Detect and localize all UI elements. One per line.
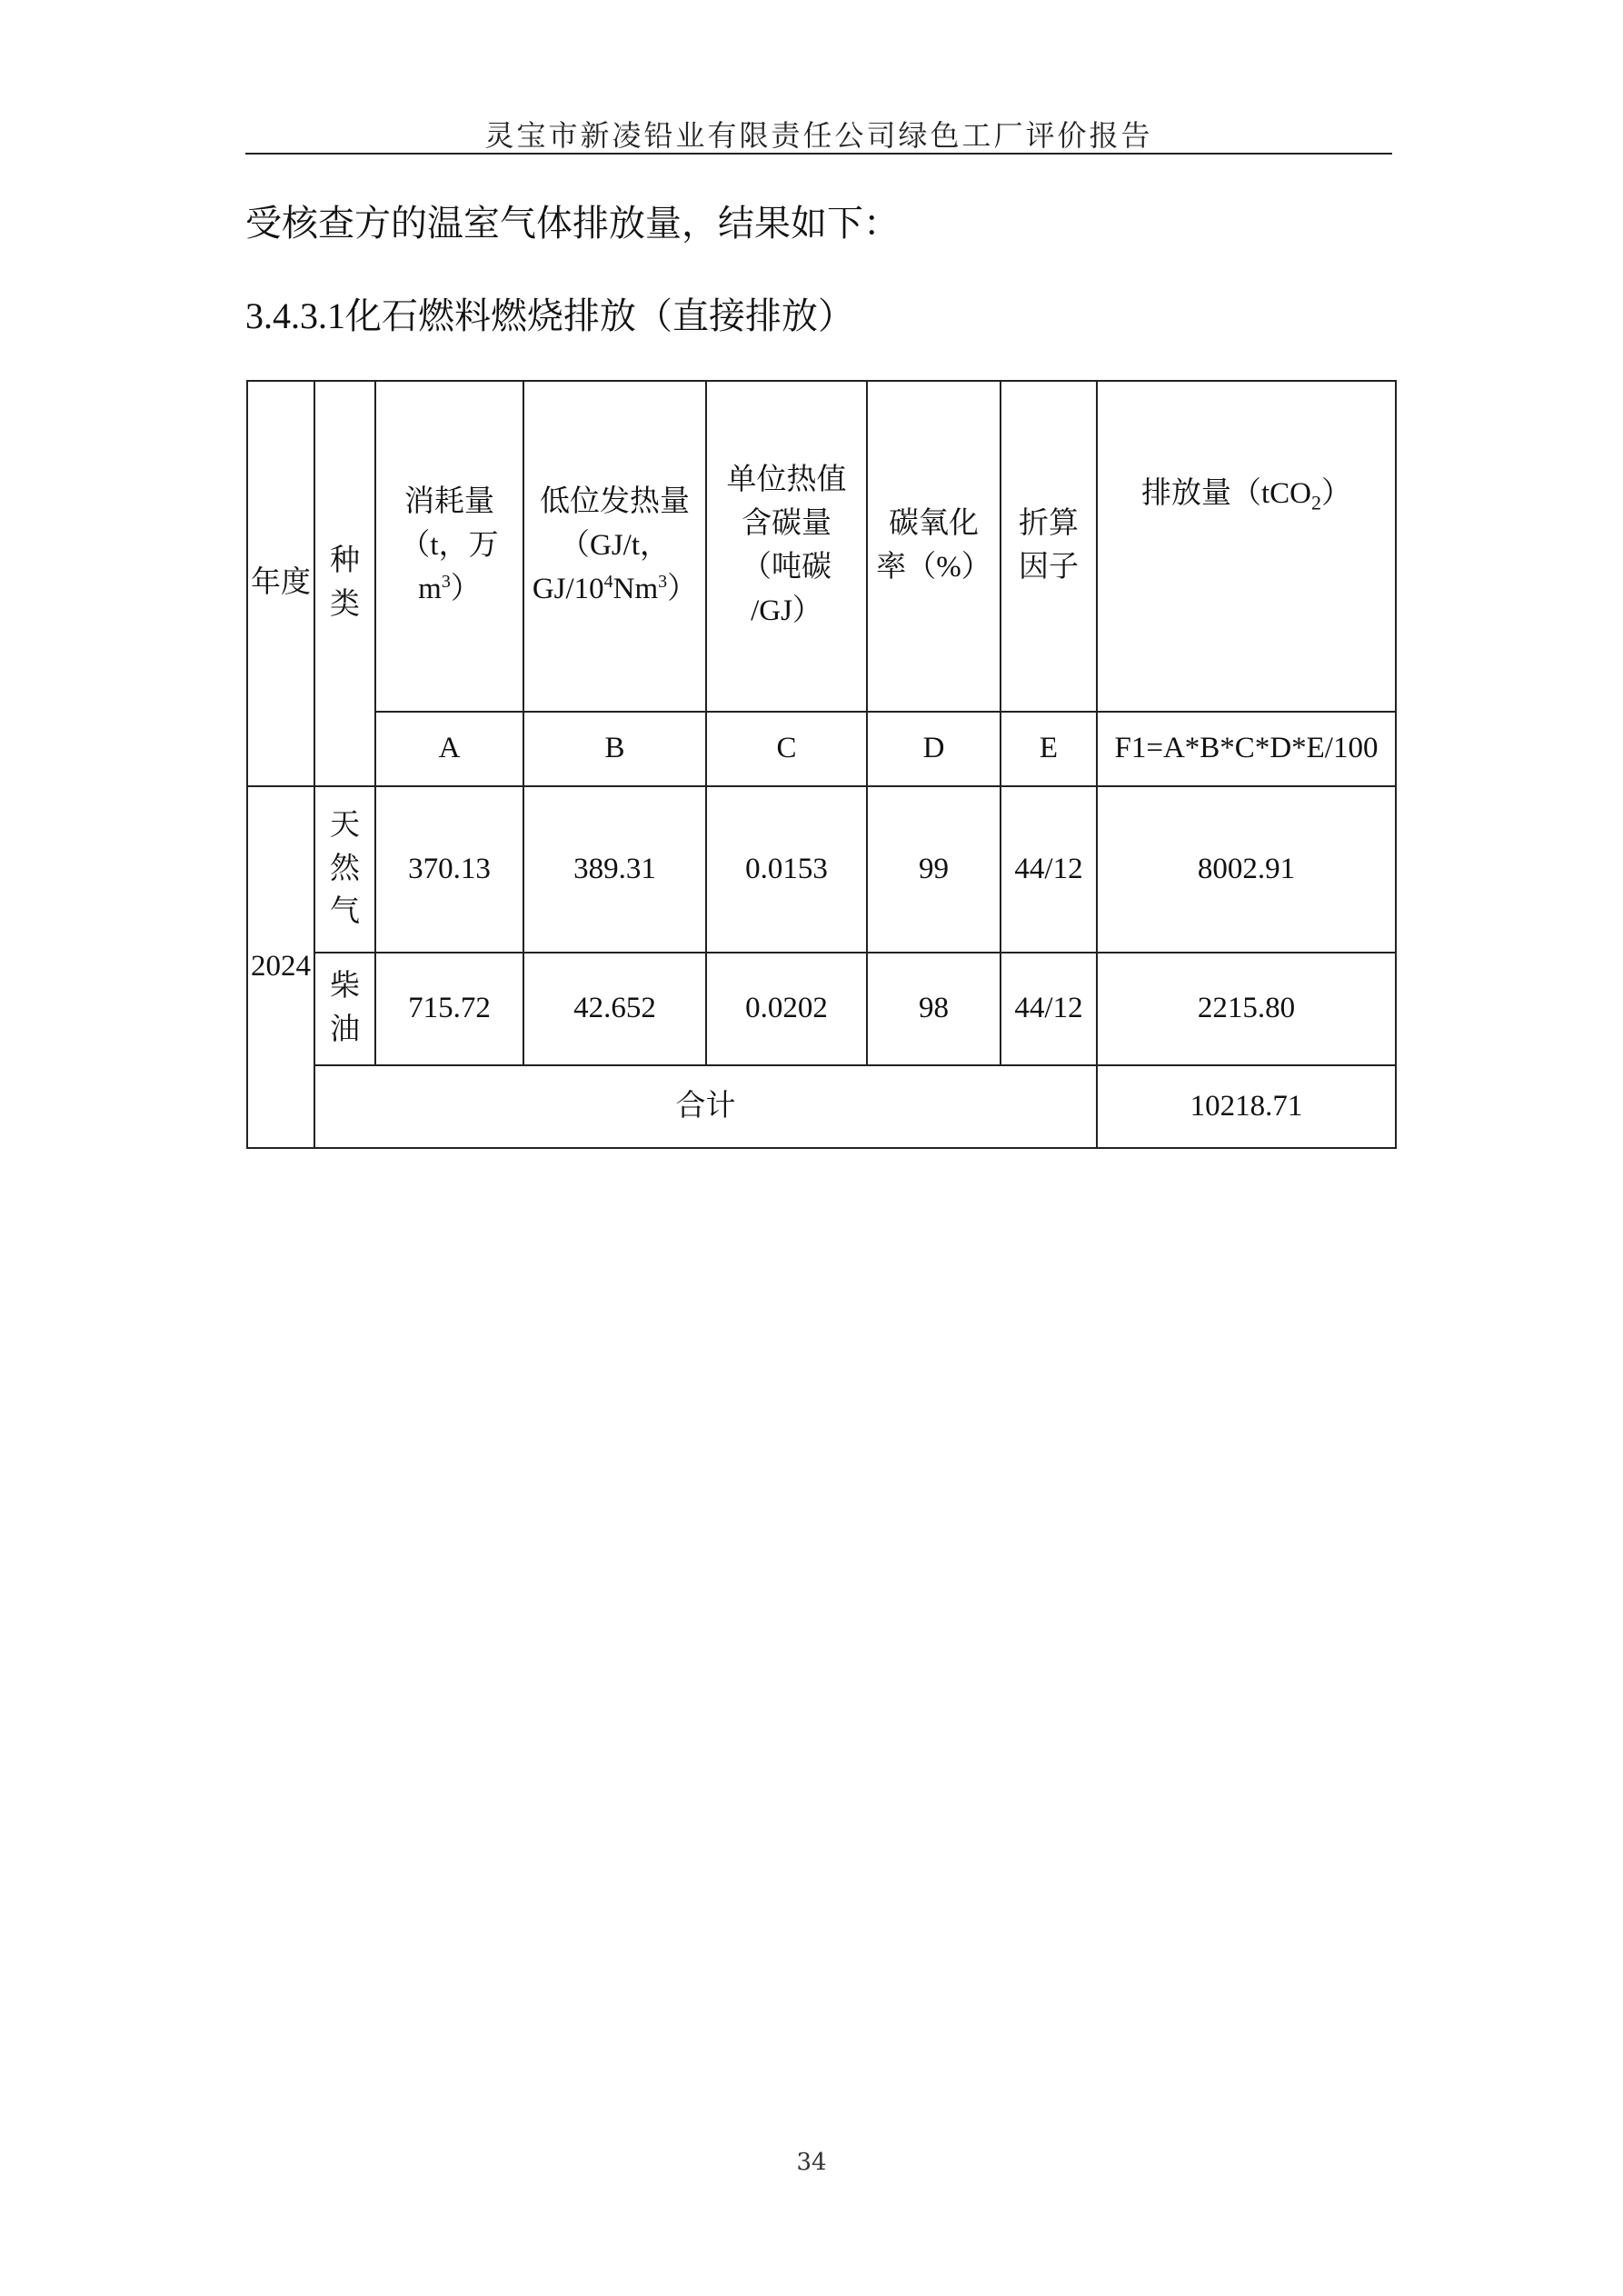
emission-cell: 2215.80: [1097, 953, 1396, 1065]
header-emission-label: 排放量（tCO: [1140, 477, 1311, 510]
table-row: [247, 786, 1396, 953]
header-consumption-line: （t，万: [400, 529, 499, 563]
header-year: [247, 381, 314, 786]
factor-cell: 44/12: [1001, 953, 1097, 1065]
header-consumption-line: $m^3$）: [418, 571, 481, 605]
report-header-title: 灵宝市新凌铅业有限责任公司绿色工厂评价报告: [484, 118, 1153, 153]
ncv-cell: 389.31: [523, 786, 706, 953]
consumption-cell: 715.72: [375, 953, 523, 1065]
oxidation-rate-cell: 98: [867, 953, 1001, 1065]
fuel-type-natural-gas: 天 然 气: [314, 786, 375, 953]
header-carbon-content: [706, 381, 867, 712]
header-oxidation-line: 碳氧化: [889, 507, 979, 541]
header-year-label: 年度: [251, 566, 311, 600]
table-row: [247, 953, 1396, 1065]
ncv-cell: 42.652: [523, 953, 706, 1065]
header-ncv-line: （GJ/t，: [559, 529, 670, 563]
header-ncv-line: $GJ/10^4Nm^3$）: [532, 571, 698, 605]
code-c: C: [706, 712, 867, 786]
header-factor-line: 折算: [1019, 507, 1079, 541]
header-factor: [1001, 381, 1097, 712]
code-a: A: [375, 712, 523, 786]
code-d: D: [867, 712, 1001, 786]
header-factor-line: 因子: [1019, 551, 1079, 584]
header-consumption: [375, 381, 523, 712]
header-ncv: [523, 381, 706, 712]
header-carbon-line: /GJ）: [751, 594, 822, 627]
header-consumption-line: 消耗量: [404, 485, 494, 519]
code-b: B: [523, 712, 706, 786]
consumption-cell: 370.13: [375, 786, 523, 953]
table-header-row: [247, 381, 1396, 712]
header-carbon-line: （吨碳: [742, 551, 831, 584]
total-value: 10218.71: [1097, 1065, 1396, 1148]
code-formula: F1=A*B*C*D*E/100: [1097, 712, 1396, 786]
header-carbon-line: 单位热值: [726, 464, 847, 497]
code-e: E: [1001, 712, 1097, 786]
year-cell: 2024: [247, 786, 314, 1148]
carbon-content-cell: 0.0153: [706, 786, 867, 953]
header-emission: 排放量（tCO$_2$）: [1097, 381, 1396, 712]
header-emission-suffix: ）: [1321, 477, 1351, 510]
header-oxidation-rate: [867, 381, 1001, 712]
fuel-type-diesel: 柴 油: [314, 953, 375, 1065]
table-total-row: [247, 1065, 1396, 1148]
header-type: [314, 381, 375, 786]
section-heading: 3.4.3.1化石燃料燃烧排放（直接排放）: [245, 295, 854, 336]
emissions-table: [246, 380, 1397, 1149]
header-type-line: 种: [330, 544, 360, 578]
header-divider: [245, 153, 1392, 155]
page-number: 34: [796, 2149, 827, 2176]
intro-paragraph: 受核查方的温室气体排放量，结果如下：: [245, 203, 900, 245]
header-type-line: 类: [330, 588, 360, 621]
total-label: 合计: [314, 1065, 1097, 1148]
factor-cell: 44/12: [1001, 786, 1097, 953]
header-oxidation-line: 率（%）: [876, 551, 991, 584]
oxidation-rate-cell: 99: [867, 786, 1001, 953]
header-ncv-line: 低位发热量: [540, 485, 690, 519]
table-code-row: [247, 712, 1396, 786]
carbon-content-cell: 0.0202: [706, 953, 867, 1065]
emission-cell: 8002.91: [1097, 786, 1396, 953]
header-carbon-line: 含碳量: [742, 507, 831, 541]
